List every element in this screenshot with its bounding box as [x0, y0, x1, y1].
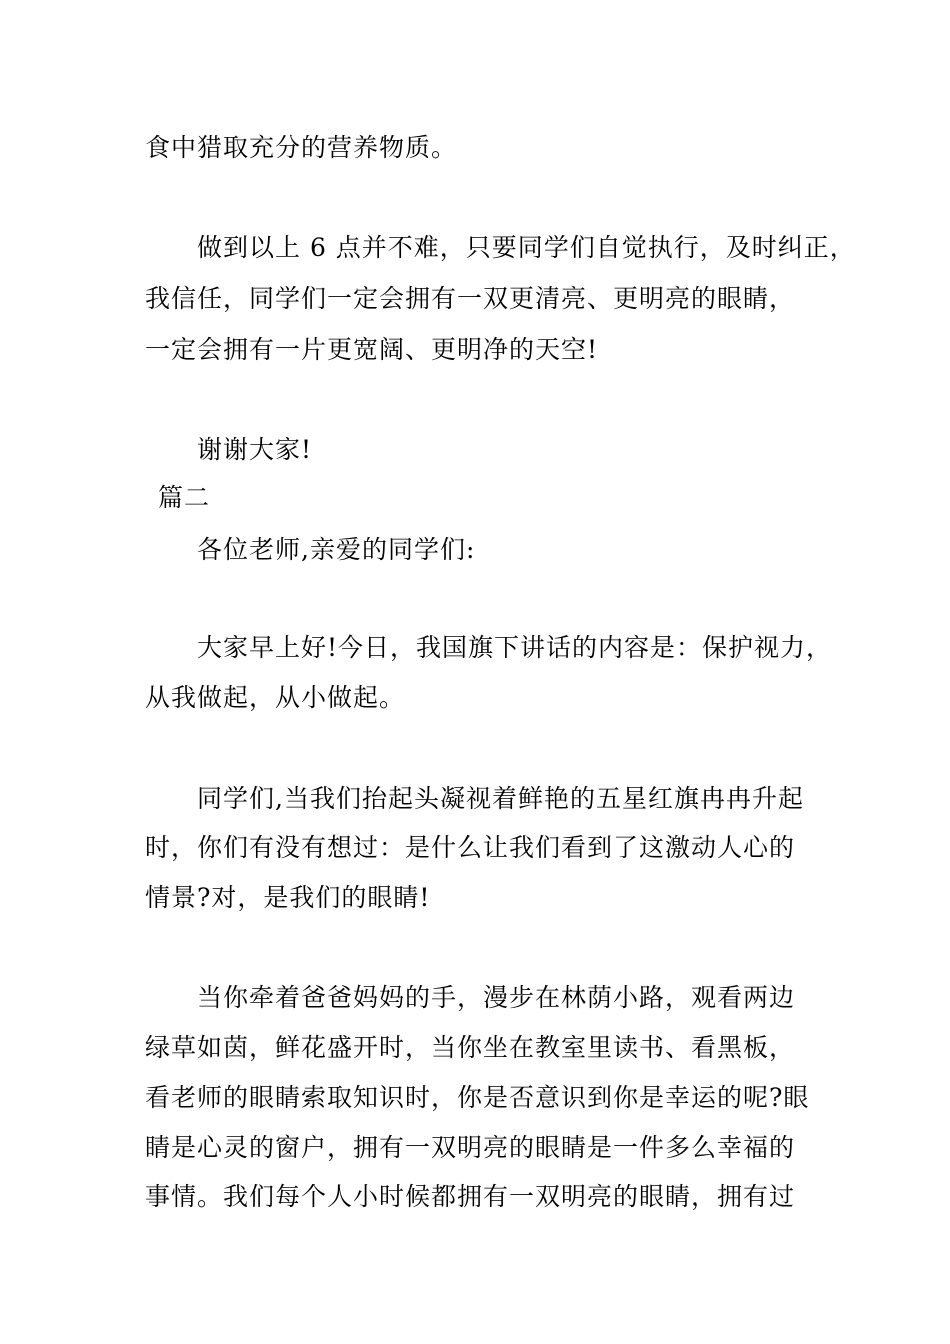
text-line: 食中猎取充分的营养物质。: [145, 133, 458, 162]
text-line: 睛是心灵的窗户，拥有一双明亮的眼睛是一件多么幸福的: [145, 1133, 796, 1162]
text-line: 各位老师,亲爱的同学们:: [197, 535, 476, 564]
text-line: 看老师的眼睛索取知识时，你是否意识到你是幸运的呢?眼: [145, 1083, 810, 1112]
text-line: 当你牵着爸爸妈妈的手，漫步在林荫小路，观看两边: [197, 983, 796, 1012]
text-line: 一定会拥有一片更宽阔、更明净的天空!: [145, 335, 599, 364]
text-line: 情景?对，是我们的眼睛!: [145, 883, 431, 912]
text-line: 我信任，同学们一定会拥有一双更清亮、更明亮的眼睛，: [145, 284, 796, 313]
text-line: 绿草如茵，鲜花盛开时，当你坐在教室里读书、看黑板，: [145, 1033, 796, 1062]
text-line: 从我做起，从小做起。: [145, 683, 406, 712]
text-line: 大家早上好!今日，我国旗下讲话的内容是：保护视力，: [197, 633, 833, 662]
text-line: 事情。我们每个人小时候都拥有一双明亮的眼睛，拥有过: [145, 1182, 796, 1211]
text-line: 同学们,当我们抬起头凝视着鲜艳的五星红旗冉冉升起: [197, 784, 804, 813]
section-heading: 篇二: [158, 483, 211, 512]
text-line: 时，你们有没有想过：是什么让我们看到了这激动人心的: [145, 833, 796, 862]
text-line: 做到以上 6 点并不难，只要同学们自觉执行，及时纠正，: [197, 233, 856, 262]
text-line: 谢谢大家!: [197, 435, 313, 464]
